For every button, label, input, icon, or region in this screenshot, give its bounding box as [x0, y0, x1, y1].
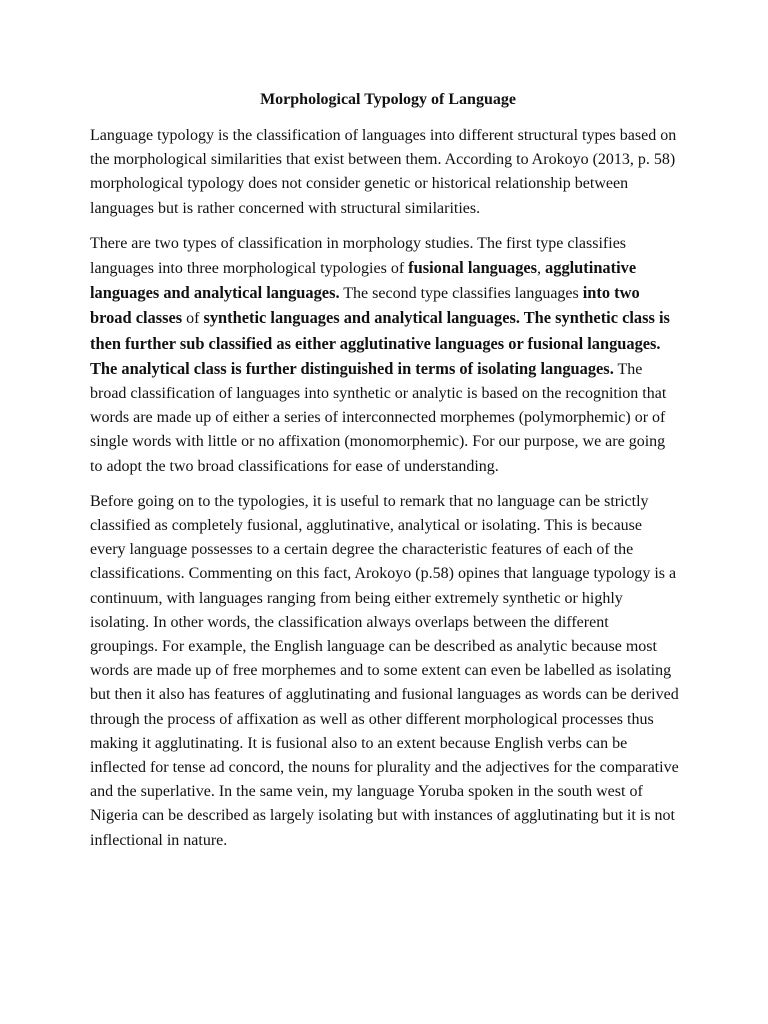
paragraph-2-text: , [537, 260, 546, 278]
paragraph-2-text: The broad classification of languages into synthetic or analytic is based on the recognition that words are made up of either a series of interconnected morphemes (polymorphemic) or of single words with little or no affixation (monomorphemic). For our purpose, we are going to adopt the two broad classifications for ease of understanding. [90, 360, 667, 475]
document-page [90, 88, 680, 864]
bold-term-fusional: fusional languages [408, 258, 538, 278]
paragraph-2-text: There are two types of classification in morphology studies. The first type classifies languages into three morphological typologies of [90, 234, 627, 278]
bold-term-two-broad-classes: into two broad classes [90, 283, 640, 328]
document-title: Morphological Typology of Language [260, 91, 516, 108]
paragraph-2-text: The second type classifies languages [339, 285, 583, 303]
paragraph-3: Before going on to the typologies, it is useful to remark that no language can be strictly classified as completely fusional, agglutinative, analytical or isolating. This is because every language possesses to a certain degree the characteristic features of each of the classifications. Commenting on this fact, Arokoyo (p.58) opines that language typology is a continuum, with languages ranging from being either extremely synthetic or highly isolating. In other words, the classification always overlaps between the different groupings. For example, the English language can be described as analytic because most words are made up of free morphemes and to some extent can even be labelled as isolating but then it also has features of agglutinating and fusional languages as words can be derived through the process of affixation as well as other different morphological processes thus making it agglutinating. It is fusional also to an extent because English verbs can be inflected for tense ad concord, the nouns for plurality and the adjectives for the comparative and the superlative. In the same vein, my language Yoruba spoken in the south west of Nigeria can be described as largely isolating but with instances of agglutinating but it is not inflectional in nature. [90, 492, 679, 849]
bold-term-synthetic-analytical: synthetic languages and analytical languages. The synthetic class is then further sub classified as either agglutinative languages or fusional languages. The analytical class is further distinguished in terms of isolating languages. [90, 308, 670, 378]
bold-term-agglutinative-analytical: agglutinative languages and analytical languages. [90, 258, 637, 303]
paragraph-1: Language typology is the classification of languages into different structural types based on the morphological similarities that exist between them. According to Arokoyo (2013, p. 58) morphological typology does not consider genetic or historical relationship between languages but is rather concerned with structural similarities. [90, 127, 677, 217]
paragraph-2 [90, 232, 680, 479]
paragraph-2-text: of [182, 310, 204, 328]
